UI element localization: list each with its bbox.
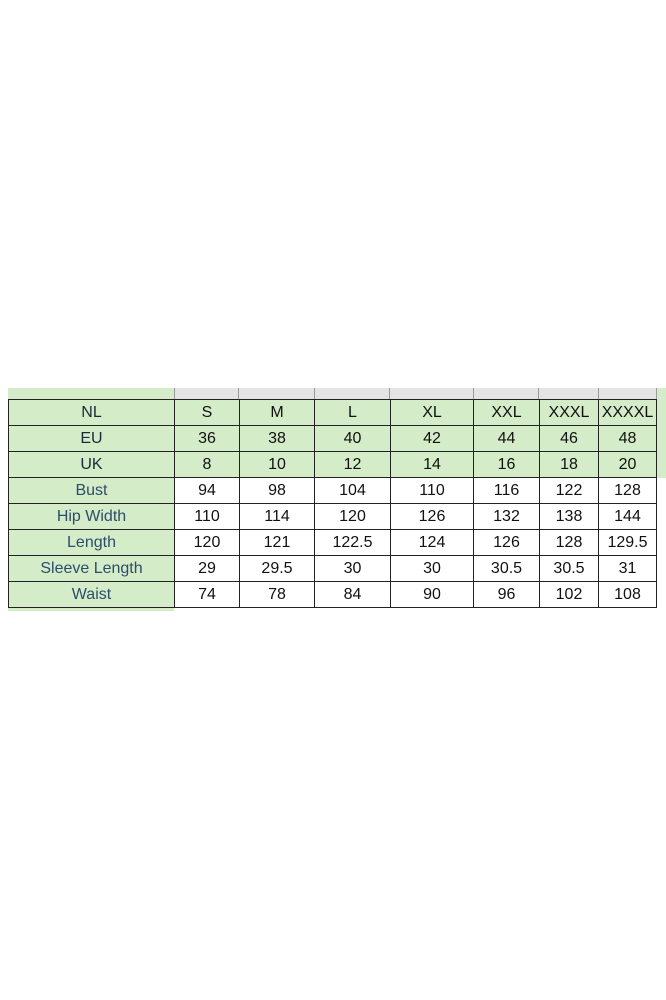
table-cell: 46 [540,426,599,452]
row-label: UK [9,452,175,478]
row-label: NL [9,400,175,426]
table-cell: 10 [240,452,315,478]
table-cell: XXL [474,400,540,426]
table-cell: 124 [391,530,474,556]
table-cell: 128 [540,530,599,556]
size-chart-table [8,399,657,608]
table-cell: 30.5 [540,556,599,582]
table-cell: 128 [599,478,657,504]
column-divider [314,388,315,399]
table-cell: 12 [315,452,391,478]
table-cell: 16 [474,452,540,478]
table-cell: 121 [240,530,315,556]
table-row [9,400,657,426]
table-cell: 48 [599,426,657,452]
row-label: EU [9,426,175,452]
table-row [9,452,657,478]
column-header-gray [174,388,658,399]
table-cell: 104 [315,478,391,504]
table-cell: 8 [175,452,240,478]
table-cell: 29.5 [240,556,315,582]
row-label: Bust [9,478,175,504]
table-cell: 94 [175,478,240,504]
table-cell: 102 [540,582,599,608]
table-cell: 116 [474,478,540,504]
table-cell: 36 [175,426,240,452]
table-cell: 110 [175,504,240,530]
table-cell: 120 [175,530,240,556]
table-cell: 42 [391,426,474,452]
table-cell: XXXXL [599,400,657,426]
table-cell: 29 [175,556,240,582]
table-cell: XL [391,400,474,426]
table-cell: 38 [240,426,315,452]
row-label: Hip Width [9,504,175,530]
row-label: Waist [9,582,175,608]
table-cell: 40 [315,426,391,452]
column-header-strip [8,388,666,399]
table-cell: 122.5 [315,530,391,556]
table-cell: 108 [599,582,657,608]
table-cell: 30 [315,556,391,582]
table-cell: 122 [540,478,599,504]
table-cell: 14 [391,452,474,478]
column-divider [389,388,390,399]
table-cell: M [240,400,315,426]
table-cell: 90 [391,582,474,608]
table-cell: 30 [391,556,474,582]
table-cell: XXXL [540,400,599,426]
table-cell: 129.5 [599,530,657,556]
column-divider [238,388,239,399]
table-cell: 20 [599,452,657,478]
table-row [9,556,657,582]
table-cell: 138 [540,504,599,530]
column-divider [538,388,539,399]
table-cell: 110 [391,478,474,504]
table-cell: 74 [175,582,240,608]
table-cell: 44 [474,426,540,452]
column-divider [598,388,599,399]
table-cell: 126 [474,530,540,556]
table-row [9,478,657,504]
table-cell: 132 [474,504,540,530]
column-divider [656,388,657,399]
table-cell: 120 [315,504,391,530]
table-cell: 78 [240,582,315,608]
table-cell: 144 [599,504,657,530]
table-row [9,530,657,556]
table-row [9,504,657,530]
column-divider [473,388,474,399]
table-row [9,426,657,452]
table-cell: 98 [240,478,315,504]
table-cell: 84 [315,582,391,608]
table-cell: 126 [391,504,474,530]
table-cell: S [175,400,240,426]
row-label: Length [9,530,175,556]
table-cell: 96 [474,582,540,608]
table-cell: 18 [540,452,599,478]
table-cell: 114 [240,504,315,530]
right-green-stub [656,399,666,478]
table-cell: 30.5 [474,556,540,582]
table-cell: 31 [599,556,657,582]
row-label: Sleeve Length [9,556,175,582]
table-row [9,582,657,608]
table-cell: L [315,400,391,426]
